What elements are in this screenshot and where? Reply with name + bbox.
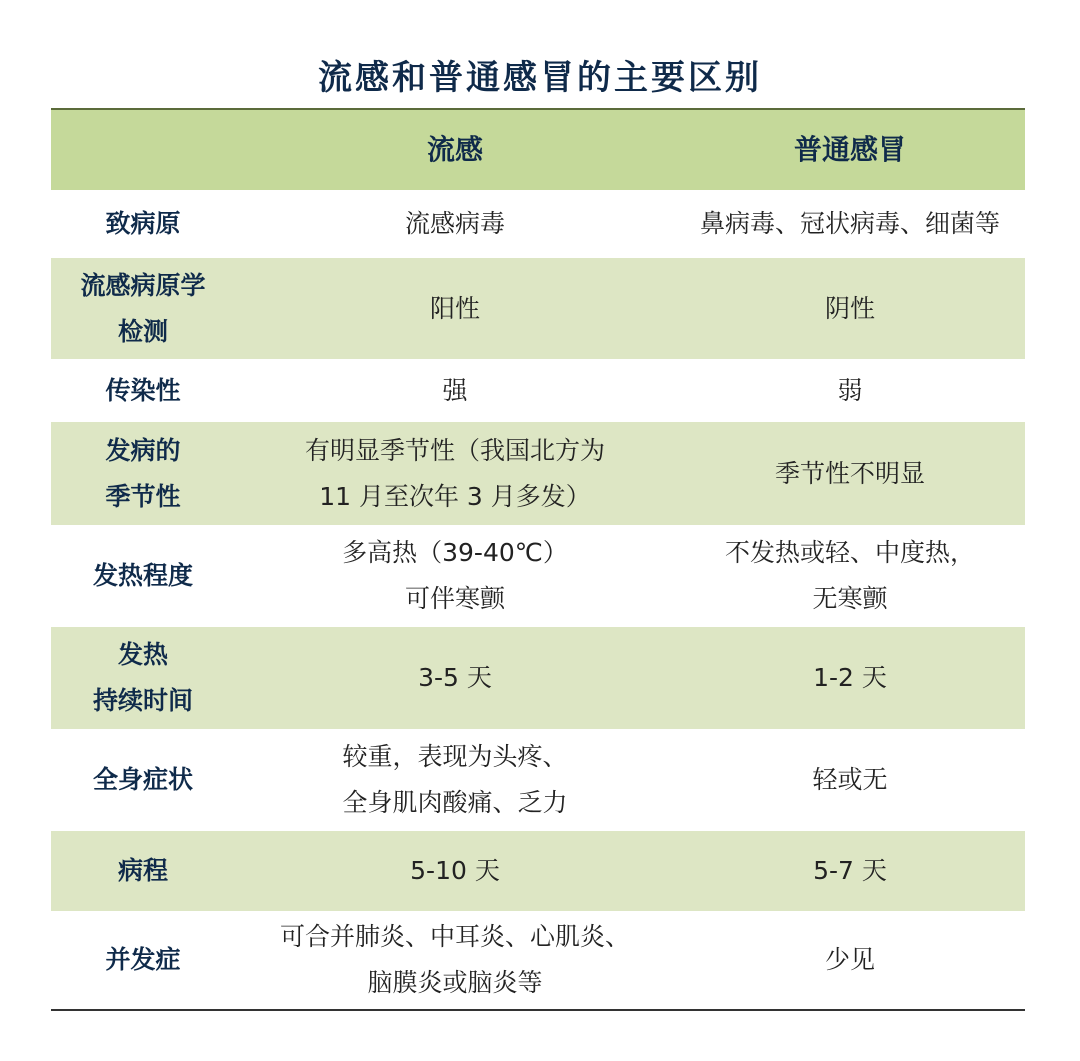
flu-cell: 较重，表现为头疼、 全身肌肉酸痛、乏力 xyxy=(342,742,568,817)
row-label: 全身症状 xyxy=(92,765,193,794)
header-common-cold: 普通感冒 xyxy=(793,133,906,166)
row-label: 并发症 xyxy=(105,945,181,974)
flu-cell: 5-10 天 xyxy=(410,856,500,885)
flu-cell: 3-5 天 xyxy=(418,663,492,692)
cold-cell: 季节性不明显 xyxy=(774,458,925,488)
table-header-row xyxy=(51,110,1025,190)
table-row xyxy=(51,359,1025,422)
cold-cell: 鼻病毒、冠状病毒、细菌等 xyxy=(699,209,1000,238)
flu-cell: 阳性 xyxy=(429,293,480,323)
table-row xyxy=(51,911,1025,1009)
table-row xyxy=(51,190,1025,258)
table-row xyxy=(51,627,1025,729)
flu-cell: 多高热（39-40℃） 可伴寒颤 xyxy=(342,538,568,613)
table-row xyxy=(51,729,1025,831)
flu-cell: 可合并肺炎、中耳炎、心肌炎、 脑膜炎或脑炎等 xyxy=(279,922,630,997)
flu-cell: 有明显季节性（我国北方为 11 月至次年 3 月多发） xyxy=(304,435,605,511)
flu-cell: 强 xyxy=(442,375,468,405)
comparison-table xyxy=(51,108,1025,1011)
page-title: 流感和普通感冒的主要区别 xyxy=(318,58,762,98)
row-label: 发病的 季节性 xyxy=(105,435,181,511)
cold-cell: 不发热或轻、中度热， 无寒颤 xyxy=(724,538,975,613)
header-flu: 流感 xyxy=(426,133,483,166)
row-label: 流感病原学 检测 xyxy=(80,270,206,346)
table-row xyxy=(51,831,1025,911)
cold-cell: 1-2 天 xyxy=(813,663,887,692)
cold-cell: 弱 xyxy=(837,375,863,405)
cold-cell: 5-7 天 xyxy=(813,856,887,885)
table-row xyxy=(51,258,1025,359)
row-label: 致病原 xyxy=(105,209,181,238)
table-row xyxy=(51,422,1025,525)
cold-cell: 阴性 xyxy=(824,293,875,323)
flu-cell: 流感病毒 xyxy=(404,209,505,238)
table-row xyxy=(51,525,1025,627)
cold-cell: 少见 xyxy=(824,945,875,974)
row-label: 发热 持续时间 xyxy=(92,640,193,715)
row-label: 病程 xyxy=(117,856,168,885)
row-label: 发热程度 xyxy=(92,561,193,590)
row-label: 传染性 xyxy=(105,375,181,405)
cold-cell: 轻或无 xyxy=(812,765,888,794)
